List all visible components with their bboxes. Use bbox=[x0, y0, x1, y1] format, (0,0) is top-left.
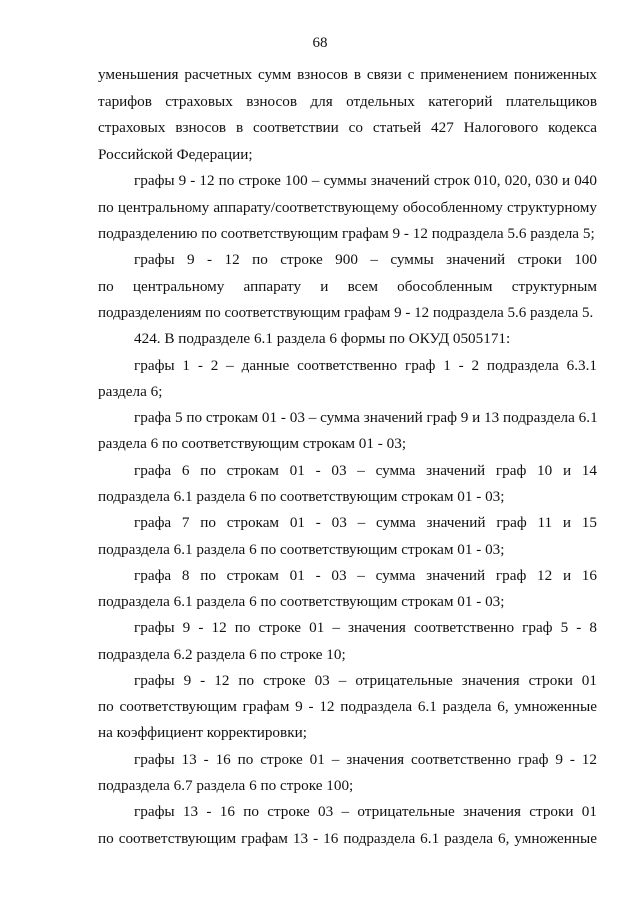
text-line: тарифов страховых взносов для отдельных категорий плательщиков bbox=[98, 93, 597, 110]
text-line: графы 9 - 12 по строке 900 – суммы значений строки 100 bbox=[134, 251, 597, 268]
page-number: 68 bbox=[312, 35, 328, 51]
text-line: Российской Федерации; bbox=[98, 146, 253, 163]
text-line: подразделению по соответствующим графам 9 - 12 подраздела 5.6 раздела 5; bbox=[98, 225, 595, 242]
text-line: подраздела 6.2 раздела 6 по строке 10; bbox=[98, 646, 346, 663]
text-line: графа 8 по строкам 01 - 03 – сумма значений граф 12 и 16 bbox=[134, 567, 597, 584]
text-line: графы 9 - 12 по строке 100 – суммы значений строк 010, 020, 030 и 040 bbox=[134, 172, 597, 189]
text-line: графы 13 - 16 по строке 01 – значения соответственно граф 9 - 12 bbox=[134, 751, 597, 768]
text-line: по соответствующим графам 13 - 16 подраздела 6.1 раздела 6, умноженные bbox=[98, 830, 597, 847]
text-line: подраздела 6.1 раздела 6 по соответствующим строкам 01 - 03; bbox=[98, 541, 505, 558]
text-line: по центральному аппарату/соответствующему обособленному структурному bbox=[98, 199, 597, 216]
text-line: графа 7 по строкам 01 - 03 – сумма значений граф 11 и 15 bbox=[134, 514, 597, 531]
text-line: по соответствующим графам 9 - 12 подраздела 6.1 раздела 6, умноженные bbox=[98, 698, 597, 715]
text-line: графа 5 по строкам 01 - 03 – сумма значений граф 9 и 13 подраздела 6.1 bbox=[134, 409, 598, 426]
text-line: подразделениям по соответствующим графам 9 - 12 подраздела 5.6 раздела 5. bbox=[98, 305, 594, 321]
text-line: графы 1 - 2 – данные соответственно граф 1 - 2 подраздела 6.3.1 bbox=[134, 357, 597, 374]
text-line: страховых взносов в соответствии со статьей 427 Налогового кодекса bbox=[98, 119, 597, 136]
text-line: подраздела 6.7 раздела 6 по строке 100; bbox=[98, 777, 354, 794]
text-line: раздела 6; bbox=[98, 383, 163, 400]
text-line: уменьшения расчетных сумм взносов в связи с применением пониженных bbox=[98, 66, 597, 83]
text-line: подраздела 6.1 раздела 6 по соответствующим строкам 01 - 03; bbox=[98, 593, 505, 610]
text-line: графы 13 - 16 по строке 03 – отрицательные значения строки 01 bbox=[134, 803, 597, 820]
text-line: на коэффициент корректировки; bbox=[98, 724, 307, 741]
text-line: графы 9 - 12 по строке 01 – значения соответственно граф 5 - 8 bbox=[134, 619, 597, 636]
text-line: графы 9 - 12 по строке 03 – отрицательные значения строки 01 bbox=[134, 672, 597, 689]
text-line: по центральному аппарату и всем обособленным структурным bbox=[98, 278, 597, 295]
text-line: графа 6 по строкам 01 - 03 – сумма значений граф 10 и 14 bbox=[134, 462, 597, 479]
text-line: подраздела 6.1 раздела 6 по соответствующим строкам 01 - 03; bbox=[98, 488, 505, 505]
text-line: 424. В подразделе 6.1 раздела 6 формы по ОКУД 0505171: bbox=[134, 330, 511, 347]
text-line: раздела 6 по соответствующим строкам 01 - 03; bbox=[98, 435, 407, 452]
